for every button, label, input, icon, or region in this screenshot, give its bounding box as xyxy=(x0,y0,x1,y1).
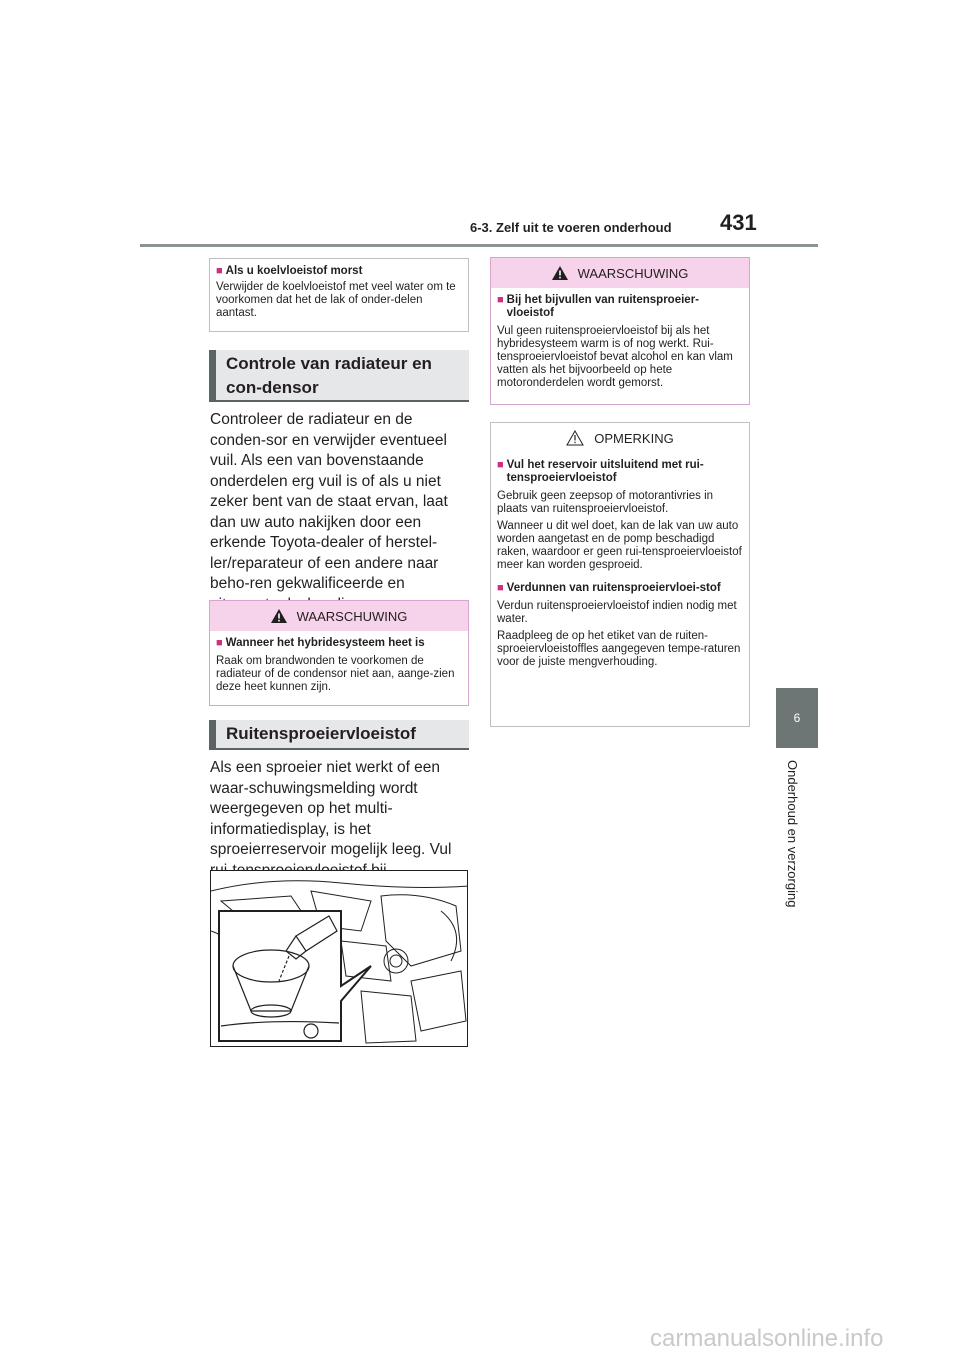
warning-triangle-icon xyxy=(271,609,287,623)
radiator-warning-label: WAARSCHUWING xyxy=(296,608,408,624)
radiator-warning-title: Wanneer het hybridesysteem heet is xyxy=(225,637,425,649)
radiator-body-text: Controleer de radiateur en de conden-sor en verwijder eventueel vuil. Als een van bovenstaande onderdelen erg vuil is of als u niet zeker bent van de staat ervan, laat dan uw auto nakijken door een erkende Toyota-dealer of herstel-ler/reparateur of een andere naar beho-ren gekwalificeerde en xyxy=(210,411,448,592)
header-divider xyxy=(140,244,818,247)
washer-warning-header xyxy=(491,258,749,288)
note-item2-title: Verdunnen van ruitensproeiervloei-stof xyxy=(506,582,721,594)
washer-warning-body: Vul geen ruitensproeiervloeistof bij als het hybridesysteem warm is of nog werkt. Rui-tensproeiervloeistof bevat alcohol en kan vlam vatten als het bijvoorbeeld op hete motoronderdelen wordt gemorst. xyxy=(497,325,733,389)
engine-bay-illustration xyxy=(210,870,468,1047)
washer-warning-title-line xyxy=(497,294,743,320)
bullet-square-icon: ■ xyxy=(216,637,223,649)
bullet-square-icon: ■ xyxy=(497,459,504,471)
washer-warning-content xyxy=(491,288,749,390)
washer-warning-box xyxy=(490,257,750,405)
washer-note-header xyxy=(491,423,749,453)
radiator-warning-title-line xyxy=(216,637,462,650)
chapter-title: Onderhoud en verzorging xyxy=(785,760,800,908)
radiator-section-heading: Controle van radiateur en con-densor xyxy=(209,350,469,402)
bullet-square-icon: ■ xyxy=(497,294,504,306)
radiator-warning-box xyxy=(209,600,469,706)
note-item1-title-line xyxy=(497,459,743,485)
engine-bay-drawing xyxy=(211,871,468,1047)
washer-body-text: Als een sproeier niet werkt of een waar-schuwingsmelding wordt weergegeven op het multi-informatiedisplay, is het sproeierreservoir mogelijk leeg. Vul xyxy=(210,759,452,858)
washer-note-content xyxy=(491,453,749,669)
radiator-warning-content xyxy=(210,631,468,694)
washer-section-heading: Ruitensproeiervloeistof xyxy=(209,720,469,750)
washer-warning-label: WAARSCHUWING xyxy=(577,265,689,281)
note-item1-title: Vul het reservoir uitsluitend met rui-tensproeiervloeistof xyxy=(506,459,704,484)
warning-triangle-icon xyxy=(552,266,568,280)
note-item2-title-line xyxy=(497,582,743,595)
bullet-square-icon: ■ xyxy=(216,265,223,277)
chapter-tab xyxy=(776,688,818,748)
washer-note-label: OPMERKING xyxy=(594,430,674,446)
chapter-title-container xyxy=(785,760,809,920)
watermark: carmanualsonline.info xyxy=(650,1325,884,1352)
chapter-number: 6 xyxy=(793,711,801,725)
note-item2-p1: Verdun ruitensproeiervloeistof indien nodig met water. xyxy=(497,600,737,625)
page-number: 431 xyxy=(720,210,757,235)
caution-triangle-icon xyxy=(566,430,584,446)
note-item1-p1: Gebruik geen zeepsop of motorantivries in plaats van ruitensproeiervloeistof. xyxy=(497,490,714,515)
coolant-note-box xyxy=(209,258,469,332)
coolant-note-title: Als u koelvloeistof morst xyxy=(225,265,363,277)
section-title: 6-3. Zelf uit te voeren onderhoud xyxy=(470,220,672,235)
bullet-square-icon: ■ xyxy=(497,582,504,594)
coolant-note-title-line xyxy=(216,265,462,278)
note-item1-p2: Wanneer u dit wel doet, kan de lak van uw auto worden aangetast en de pomp beschadigd raken, waardoor er geen rui-tensproeiervloeistof meer kan worden gesproeid. xyxy=(497,520,742,571)
washer-note-box xyxy=(490,422,750,727)
washer-warning-title: Bij het bijvullen van ruitensproeier-vloeistof xyxy=(506,294,700,319)
radiator-warning-body: Raak om brandwonden te voorkomen de radiateur of de condensor niet aan, aange-zien deze heet kunnen zijn. xyxy=(216,655,455,693)
coolant-note-body: Verwijder de koelvloeistof met veel water om te voorkomen dat het de lak of onder-delen aantast. xyxy=(216,281,456,319)
radiator-warning-header xyxy=(210,601,468,631)
note-item2-p2: Raadpleeg de op het etiket van de ruiten-sproeiervloeistoffles aangegeven tempe-raturen voor de juiste mengverhouding. xyxy=(497,630,741,668)
